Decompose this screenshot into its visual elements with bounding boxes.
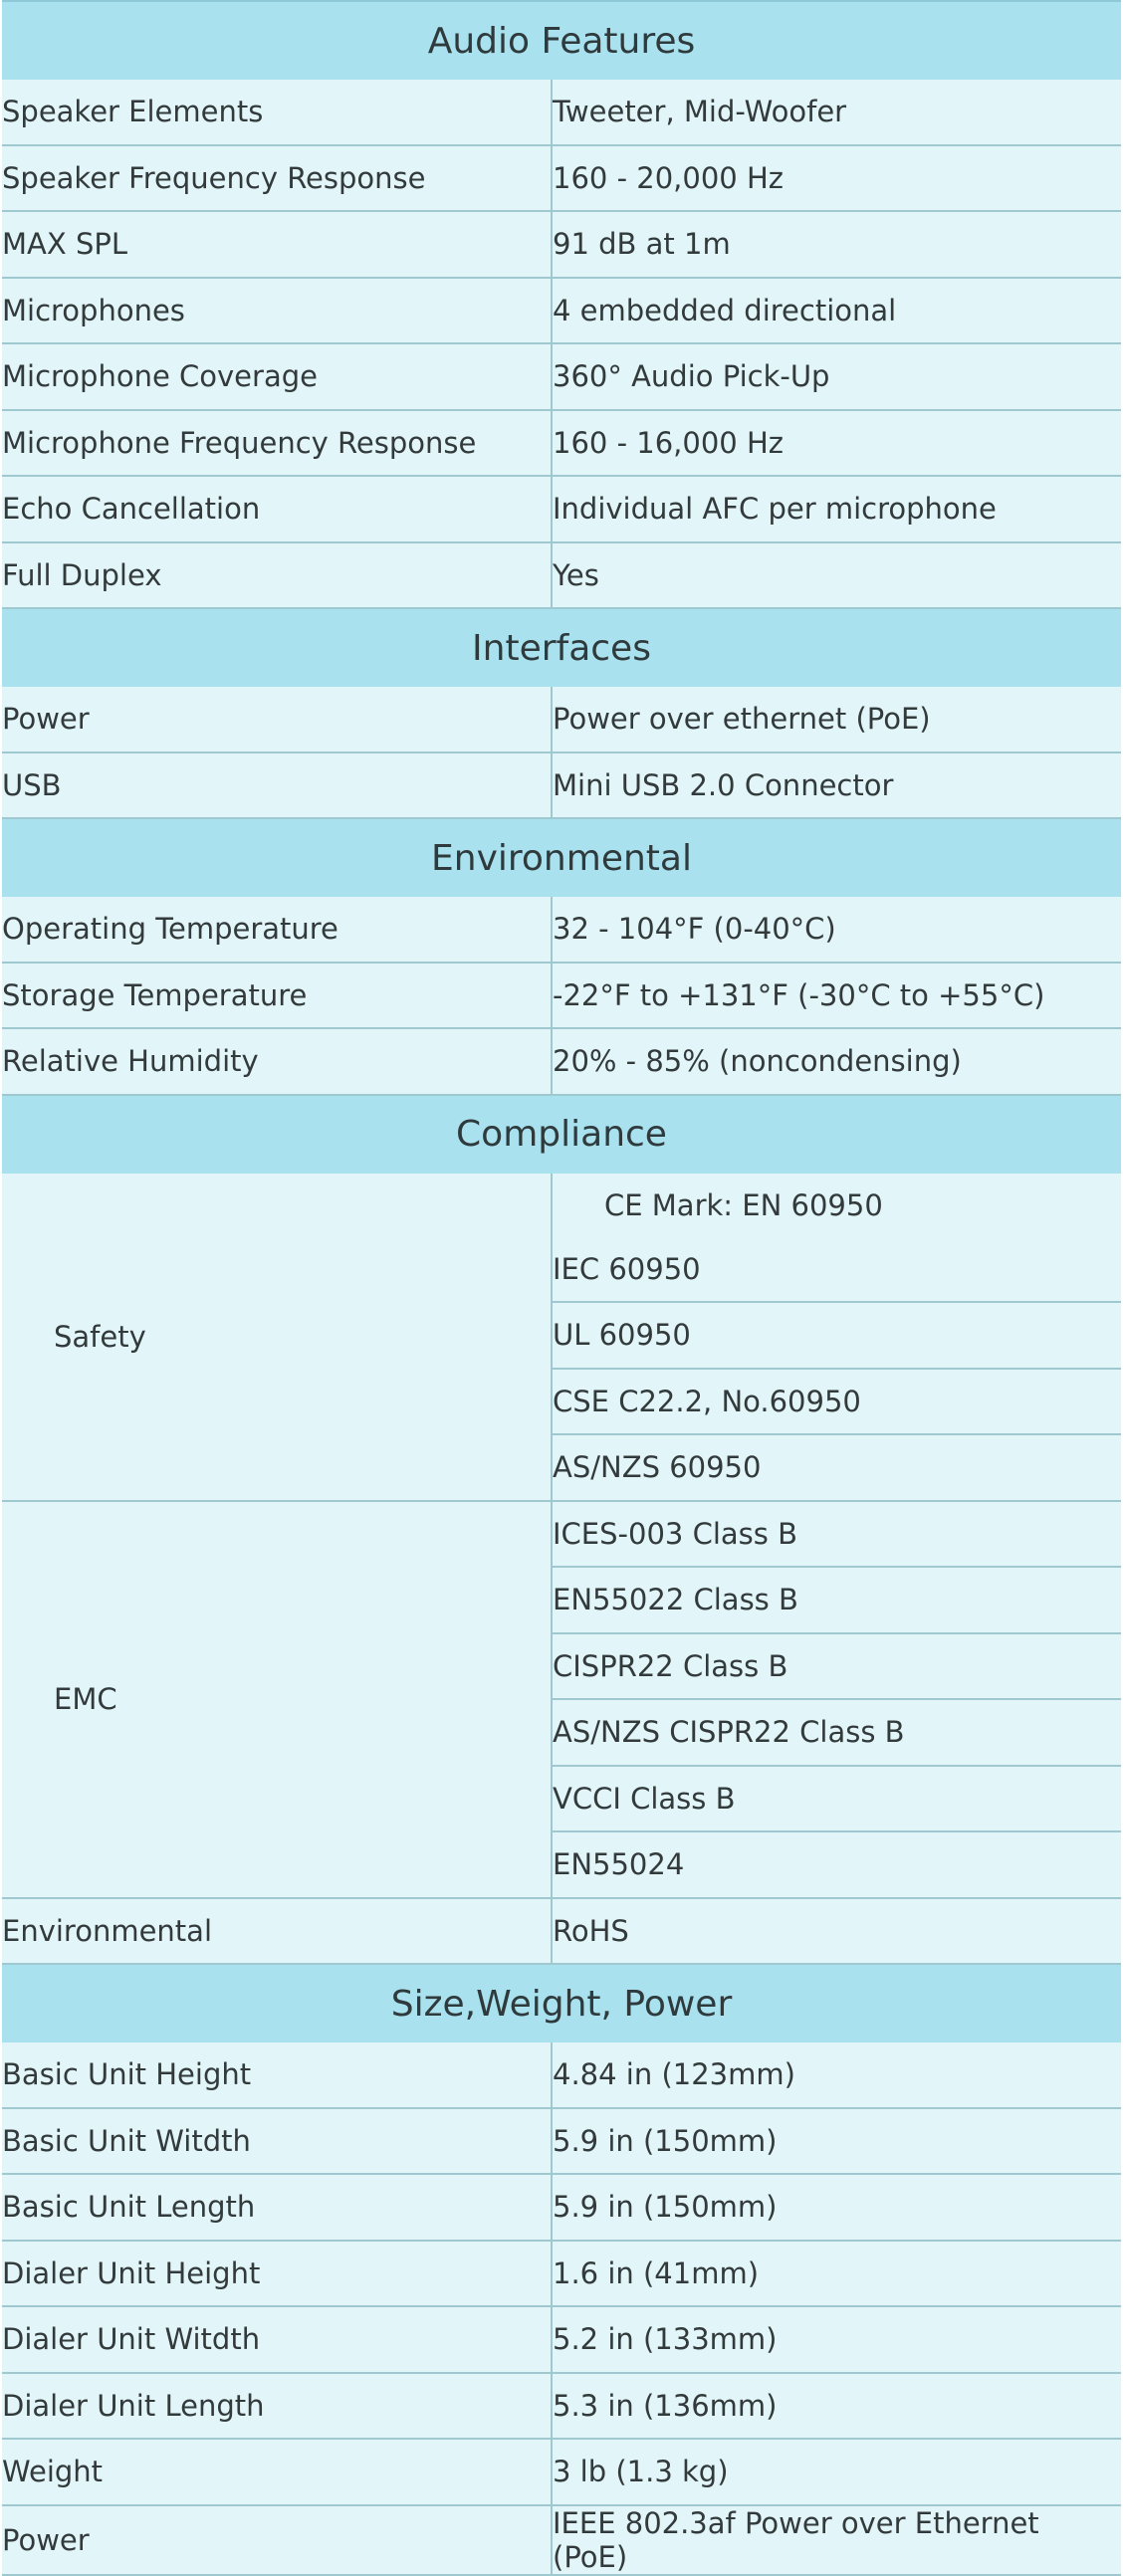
- spec-value: 160 - 20,000 Hz: [552, 145, 1121, 212]
- table-row: [2, 897, 1121, 963]
- section-environmental: [2, 818, 1121, 897]
- table-row: [2, 2108, 1121, 2175]
- spec-value: Power over ethernet (PoE): [552, 687, 1121, 752]
- spec-label: Speaker Frequency Response: [2, 145, 552, 212]
- section-title: Interfaces: [2, 608, 1121, 687]
- spec-value: AS/NZS CISPR22 Class B: [552, 1699, 1121, 1766]
- spec-value: 32 - 104°F (0-40°C): [552, 897, 1121, 963]
- table-row: [2, 2373, 1121, 2440]
- section-title: Compliance: [2, 1095, 1121, 1174]
- table-row: [2, 1174, 1121, 1237]
- spec-value: EN55024: [552, 1831, 1121, 1898]
- spec-value: Yes: [552, 542, 1121, 609]
- spec-label: Dialer Unit Witdth: [2, 2306, 552, 2373]
- spec-value: 5.9 in (150mm): [552, 2108, 1121, 2175]
- spec-label: Speaker Elements: [2, 80, 552, 145]
- spec-value: RoHS: [552, 1898, 1121, 1965]
- table-row: [2, 2306, 1121, 2373]
- table-row: [2, 1898, 1121, 1965]
- table-row: [2, 476, 1121, 542]
- spec-label: Microphone Coverage: [2, 343, 552, 410]
- table-row: [2, 145, 1121, 212]
- spec-value: EN55022 Class B: [552, 1567, 1121, 1633]
- section-audio-features: [2, 1, 1121, 80]
- spec-value: VCCI Class B: [552, 1766, 1121, 1832]
- spec-value: 5.9 in (150mm): [552, 2174, 1121, 2241]
- spec-label: Microphones: [2, 278, 552, 344]
- section-title: Size,Weight, Power: [2, 1964, 1121, 2042]
- spec-value: Individual AFC per microphone: [552, 476, 1121, 542]
- spec-value: -22°F to +131°F (-30°C to +55°C): [552, 963, 1121, 1029]
- spec-value: 4 embedded directional: [552, 278, 1121, 344]
- spec-value: 91 dB at 1m: [552, 211, 1121, 278]
- spec-value: 360° Audio Pick-Up: [552, 343, 1121, 410]
- spec-value: 1.6 in (41mm): [552, 2241, 1121, 2307]
- spec-value: IEC 60950: [552, 1237, 1121, 1303]
- spec-value: 20% - 85% (noncondensing): [552, 1028, 1121, 1095]
- table-row: [2, 2439, 1121, 2505]
- spec-label: Basic Unit Length: [2, 2174, 552, 2241]
- spec-value: ICES-003 Class B: [552, 1501, 1121, 1568]
- spec-value: 4.84 in (123mm): [552, 2042, 1121, 2108]
- spec-label: Relative Humidity: [2, 1028, 552, 1095]
- table-row: [2, 1028, 1121, 1095]
- table-row: [2, 278, 1121, 344]
- spec-value: Tweeter, Mid-Woofer: [552, 80, 1121, 145]
- spec-value: 3 lb (1.3 kg): [552, 2439, 1121, 2505]
- spec-value: Mini USB 2.0 Connector: [552, 752, 1121, 819]
- section-compliance: [2, 1095, 1121, 1174]
- spec-label: Basic Unit Witdth: [2, 2108, 552, 2175]
- spec-label: MAX SPL: [2, 211, 552, 278]
- table-row: [2, 2241, 1121, 2307]
- section-title: Environmental: [2, 818, 1121, 897]
- spec-label-emc: EMC: [2, 1501, 552, 1898]
- spec-value: 5.2 in (133mm): [552, 2306, 1121, 2373]
- spec-label-safety: Safety: [2, 1174, 552, 1501]
- spec-value: IEEE 802.3af Power over Ethernet (PoE): [552, 2505, 1121, 2575]
- spec-label: Echo Cancellation: [2, 476, 552, 542]
- spec-value: AS/NZS 60950: [552, 1434, 1121, 1501]
- table-row: [2, 542, 1121, 609]
- spec-value: CSE C22.2, No.60950: [552, 1369, 1121, 1435]
- spec-value: 5.3 in (136mm): [552, 2373, 1121, 2440]
- table-row: [2, 410, 1121, 477]
- section-interfaces: [2, 608, 1121, 687]
- spec-value: CISPR22 Class B: [552, 1633, 1121, 1700]
- spec-label: Environmental: [2, 1898, 552, 1965]
- table-row: [2, 687, 1121, 752]
- table-row: [2, 2174, 1121, 2241]
- spec-value: 160 - 16,000 Hz: [552, 410, 1121, 477]
- spec-label: Full Duplex: [2, 542, 552, 609]
- spec-label: Dialer Unit Height: [2, 2241, 552, 2307]
- spec-label: Dialer Unit Length: [2, 2373, 552, 2440]
- table-row: [2, 80, 1121, 145]
- spec-label: Basic Unit Height: [2, 2042, 552, 2108]
- spec-label: USB: [2, 752, 552, 819]
- spec-label: Storage Temperature: [2, 963, 552, 1029]
- spec-table: [2, 0, 1121, 2576]
- spec-label: Weight: [2, 2439, 552, 2505]
- table-row: [2, 211, 1121, 278]
- spec-label: Operating Temperature: [2, 897, 552, 963]
- table-row: [2, 2042, 1121, 2108]
- section-title: Audio Features: [2, 1, 1121, 80]
- section-size-weight-power: [2, 1964, 1121, 2042]
- spec-value: UL 60950: [552, 1302, 1121, 1369]
- spec-value: CE Mark: EN 60950: [552, 1174, 1121, 1237]
- table-row: [2, 1501, 1121, 1568]
- table-row: [2, 963, 1121, 1029]
- table-row: [2, 752, 1121, 819]
- spec-label: Power: [2, 687, 552, 752]
- spec-label: Power: [2, 2505, 552, 2575]
- table-row: [2, 343, 1121, 410]
- spec-label: Microphone Frequency Response: [2, 410, 552, 477]
